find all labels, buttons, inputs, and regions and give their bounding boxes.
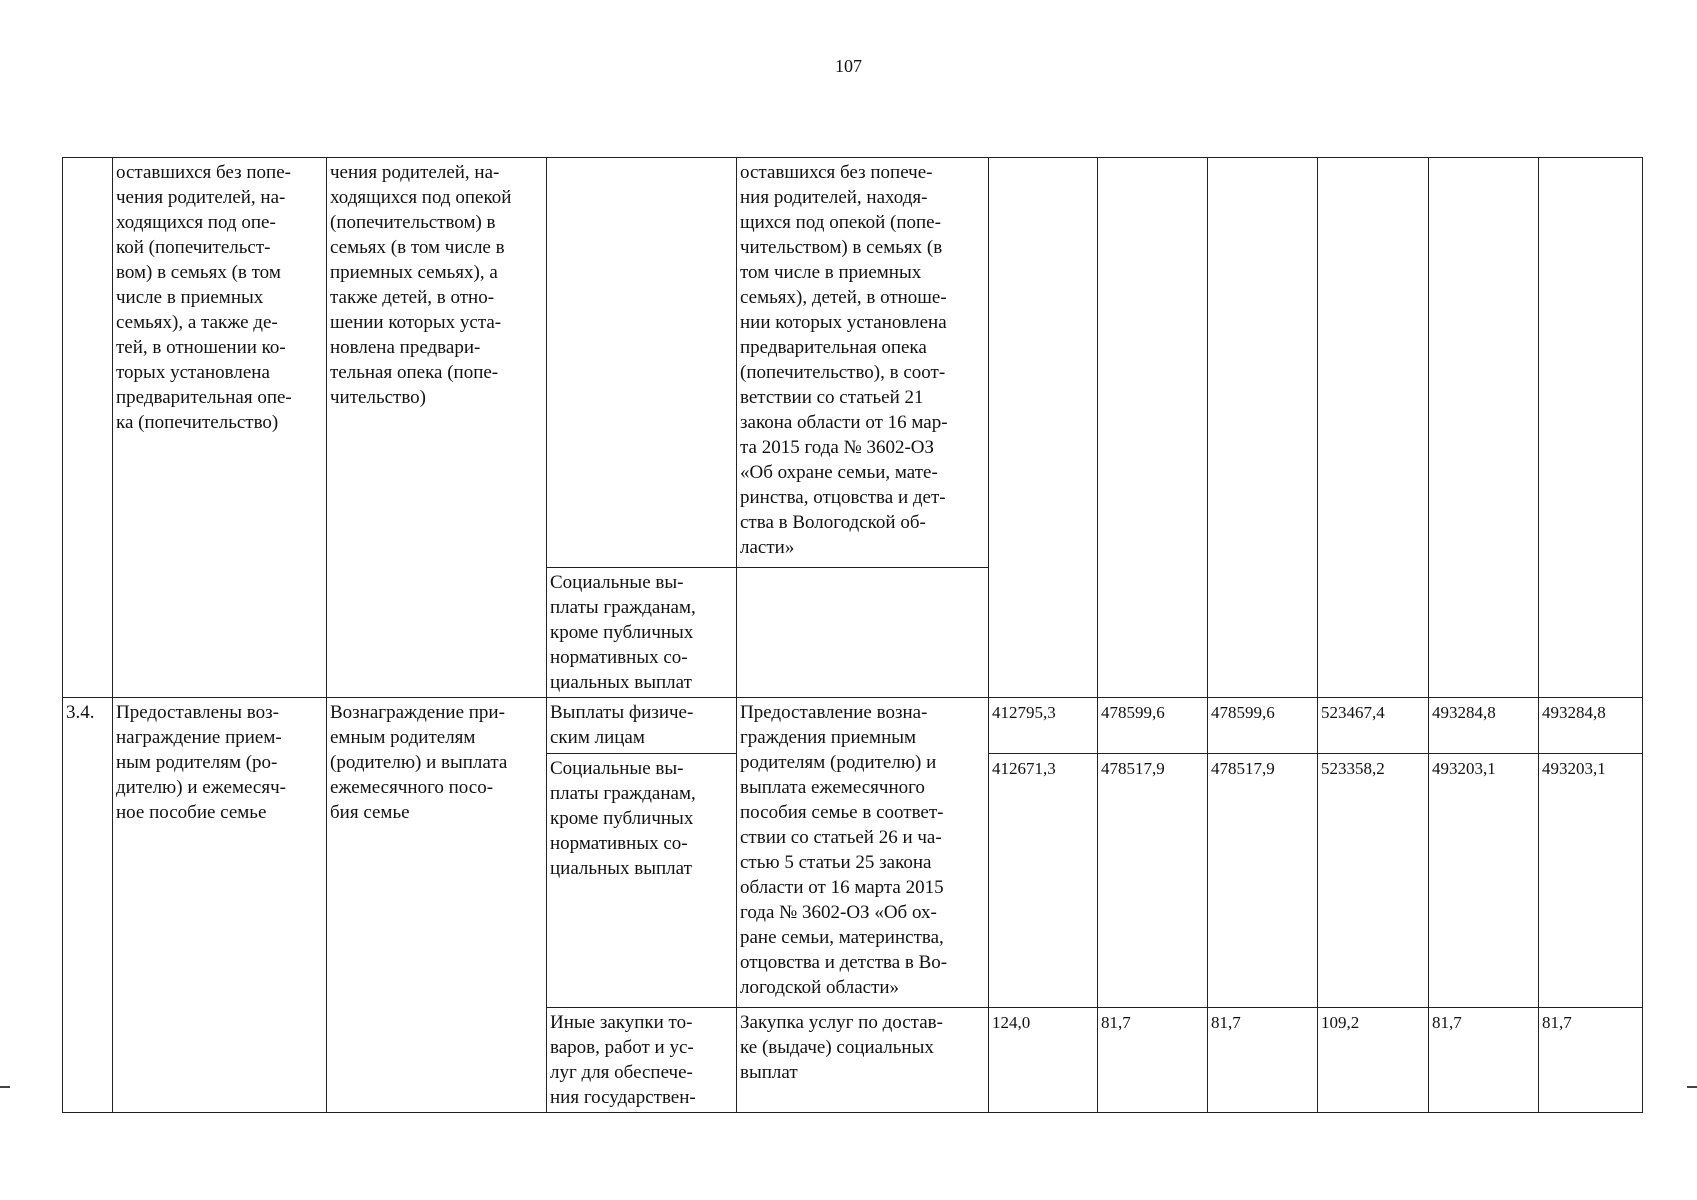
cell-value	[989, 158, 1098, 698]
cell-value: 478517,9	[1208, 754, 1318, 1008]
cell-measure: Вознаграждение при- емным родителям (родителю) и выплата ежемесячного посо- бия семье	[327, 698, 547, 1113]
page-number: 107	[835, 56, 862, 76]
cell-value	[1208, 158, 1318, 698]
cell-value: 478599,6	[1208, 698, 1318, 754]
cell-description: Предоставление возна- граждения приемным родителям (родителю) и выплата ежемесячного пособия семье в соответ- ствии со статьей 26 и ча- стью 5 статьи 25 закона области от 16 марта 2015 года № 3602-ОЗ «Об ох- ране семьи, материнства, отцовства и детства в Во- логодской области»	[737, 698, 989, 1008]
cell-number: 3.4.	[63, 698, 113, 1113]
cell-value	[1098, 158, 1208, 698]
cell-value	[1539, 158, 1643, 698]
cell-result: оставшихся без попе- чения родителей, на- ходящихся под опе- кой (попечительст- вом) в семьях (в том числе в приемных семьях), а также де- тей, в отношении ко- торых установлена предварительная опе- ка (попечительство)	[113, 158, 327, 698]
cell-description: оставшихся без попече- ния родителей, находя- щихся под опекой (попе- чительством) в семьях (в том числе в приемных семьях), детей, в отноше- нии которых установлена предварительная опека (попечительство), в соот- ветствии со статьей 21 закона области от 16 мар- та 2015 года № 3602-ОЗ «Об охране семьи, мате- ринства, отцовства и дет- ства в Вологодской об- ласти»	[737, 158, 989, 568]
cell-value: 81,7	[1539, 1008, 1643, 1113]
cell-value: 478599,6	[1098, 698, 1208, 754]
cell-description: Закупка услуг по достав- ке (выдаче) социальных выплат	[737, 1008, 989, 1113]
cell-value: 412671,3	[989, 754, 1098, 1008]
scan-mark-right	[1687, 1086, 1697, 1088]
cell-value: 493284,8	[1539, 698, 1643, 754]
cell-expense-type	[547, 158, 737, 568]
cell-value	[1318, 158, 1429, 698]
cell-value: 493203,1	[1429, 754, 1539, 1008]
cell-value: 493203,1	[1539, 754, 1643, 1008]
cell-expense-type: Выплаты физиче- ским лицам	[547, 698, 737, 754]
cell-expense-type: Социальные вы- платы гражданам, кроме публичных нормативных со- циальных выплат	[547, 754, 737, 1008]
cell-value: 81,7	[1098, 1008, 1208, 1113]
cell-expense-type: Социальные вы- платы гражданам, кроме публичных нормативных со- циальных выплат	[547, 568, 737, 698]
cell-value	[1429, 158, 1539, 698]
cell-value: 412795,3	[989, 698, 1098, 754]
budget-table	[62, 157, 1643, 1113]
cell-value: 523358,2	[1318, 754, 1429, 1008]
cell-value: 81,7	[1429, 1008, 1539, 1113]
table-row-3-4-a	[63, 698, 1643, 754]
table-row-continuation-1	[63, 158, 1643, 568]
cell-number	[63, 158, 113, 698]
cell-result: Предоставлены воз- награждение прием- ным родителям (ро- дителю) и ежемесяч- ное пособие семье	[113, 698, 327, 1113]
cell-value: 478517,9	[1098, 754, 1208, 1008]
cell-value: 124,0	[989, 1008, 1098, 1113]
cell-expense-type: Иные закупки то- варов, работ и ус- луг для обеспече- ния государствен-	[547, 1008, 737, 1113]
cell-description	[737, 568, 989, 698]
scan-mark-left	[0, 1086, 10, 1088]
cell-value: 109,2	[1318, 1008, 1429, 1113]
cell-measure: чения родителей, на- ходящихся под опекой (попечительством) в семьях (в том числе в приемных семьях), а также детей, в отно- шении которых уста- новлена предвари- тельная опека (попе- чительство)	[327, 158, 547, 698]
cell-value: 493284,8	[1429, 698, 1539, 754]
cell-value: 523467,4	[1318, 698, 1429, 754]
cell-value: 81,7	[1208, 1008, 1318, 1113]
